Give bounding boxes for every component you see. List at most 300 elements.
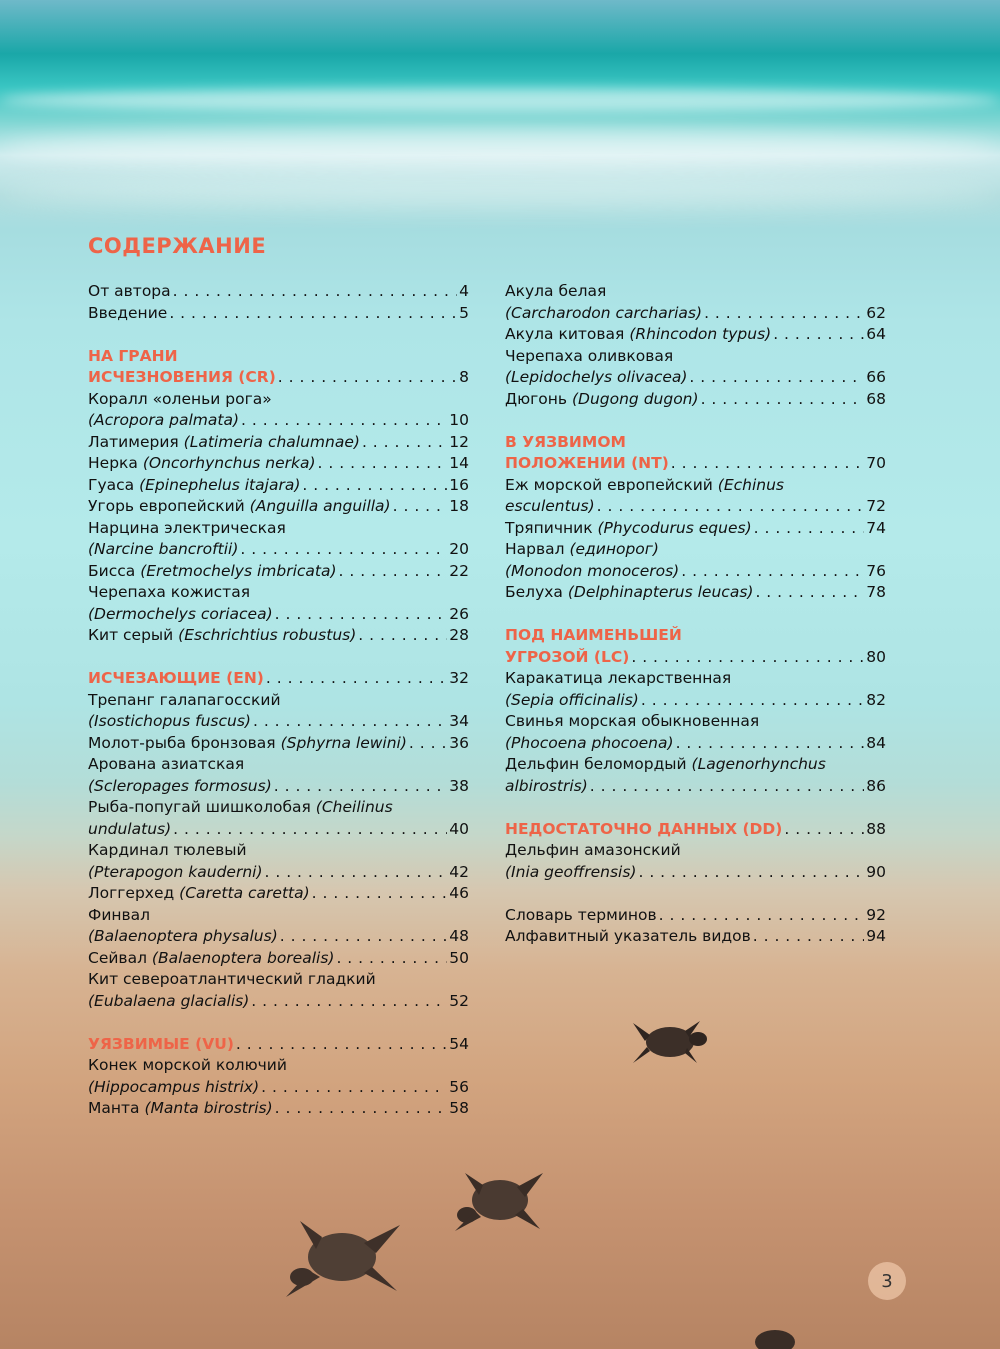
- toc-page-number: 92: [866, 905, 886, 924]
- page-title: СОДЕРЖАНИЕ: [88, 234, 267, 258]
- dot-leader: [336, 948, 447, 970]
- toc-text-line: [505, 346, 886, 368]
- dot-leader: [236, 1034, 447, 1056]
- toc-entry-label: [88, 1077, 259, 1099]
- dot-leader: [318, 453, 448, 475]
- toc-text-line: [88, 969, 469, 991]
- section-heading: ИСЧЕЗАЮЩИЕ (EN): [88, 669, 264, 687]
- latin-name: (Anguilla anguilla): [249, 497, 391, 515]
- dot-leader: [701, 389, 865, 411]
- dot-leader: [312, 883, 448, 905]
- wave-foam: [0, 176, 1000, 206]
- entry-text: Кардинал тюлевый: [88, 841, 247, 859]
- toc-page-number: 42: [449, 862, 469, 881]
- toc-page-number: 40: [449, 819, 469, 838]
- page-number: 3: [868, 1262, 906, 1300]
- toc-text-line: [88, 905, 469, 927]
- toc-entry[interactable]: [88, 281, 469, 303]
- dot-leader: [173, 281, 457, 303]
- entry-text: Тряпичник: [505, 518, 598, 537]
- toc-entry-label: [505, 819, 782, 841]
- toc-entry-label: [88, 906, 150, 924]
- toc-entry[interactable]: [88, 926, 469, 948]
- latin-name: (Phycodurus eques): [597, 518, 752, 537]
- toc-page-number: 8: [459, 368, 469, 386]
- toc-page-number: 18: [449, 497, 469, 515]
- toc-page-number: 48: [449, 927, 469, 945]
- entry-text: Нерка: [88, 454, 143, 472]
- toc-entry-label: [505, 690, 639, 712]
- toc-entry-label: [88, 390, 272, 408]
- entry-text: Бисса: [88, 561, 141, 580]
- toc-entry-label: [88, 970, 376, 988]
- toc-entry[interactable]: [88, 410, 469, 432]
- toc-entry-label: [505, 561, 679, 583]
- toc-entry-label: [88, 583, 250, 601]
- toc-page-number: 52: [449, 991, 469, 1010]
- toc-entry-label: [88, 755, 244, 773]
- latin-name: (Eubalaena glacialis): [88, 991, 250, 1010]
- toc-entry-label: [505, 712, 759, 730]
- toc-text-line: [505, 711, 886, 733]
- toc-entry[interactable]: [88, 819, 469, 841]
- toc-text-line: [505, 625, 886, 647]
- entry-text: Логгерхед: [88, 884, 180, 902]
- latin-name: (Lepidochelys olivacea): [505, 368, 688, 386]
- toc-entry[interactable]: [88, 991, 469, 1013]
- toc-page-number: 66: [866, 368, 886, 386]
- toc-entry-label: [88, 991, 249, 1013]
- dot-leader: [689, 367, 864, 389]
- toc-entry-label: [88, 776, 272, 798]
- entry-text: Дюгонь: [505, 389, 572, 408]
- toc-entry-label: [505, 776, 588, 798]
- dot-leader: [704, 303, 864, 325]
- toc-entry[interactable]: [88, 453, 469, 475]
- dot-leader: [280, 926, 448, 948]
- dot-leader: [173, 819, 447, 841]
- toc-entry[interactable]: [505, 496, 886, 518]
- section-heading: НЕДОСТАТОЧНО ДАННЫХ (DD): [505, 819, 783, 838]
- toc-entry-label: [88, 281, 171, 303]
- toc-entry[interactable]: [505, 862, 886, 884]
- toc-page-number: 10: [449, 411, 469, 429]
- toc-page-number: 54: [449, 1034, 469, 1053]
- dot-leader: [638, 862, 864, 884]
- toc-text-line: [505, 840, 886, 862]
- dot-leader: [409, 733, 447, 755]
- toc-entry[interactable]: [88, 496, 469, 518]
- latin-name: (Epinephelus itajara): [139, 475, 301, 494]
- toc-entry[interactable]: [88, 948, 469, 970]
- toc-entry-label: [505, 669, 731, 687]
- dot-leader: [241, 410, 447, 432]
- dot-leader: [753, 926, 865, 948]
- toc-column-right: [505, 281, 886, 948]
- entry-text: Финвал: [88, 905, 151, 924]
- toc-page-number: 20: [449, 540, 469, 558]
- latin-name: (Dugong dugon): [571, 389, 699, 408]
- toc-entry-label: [505, 303, 702, 325]
- toc-entry-label: [505, 496, 595, 518]
- latin-name: (Delphinapterus leucas): [567, 583, 754, 601]
- toc-entry-label: [88, 496, 391, 518]
- entry-text: Нарцина электрическая: [88, 518, 286, 537]
- toc-entry-label: [88, 604, 273, 626]
- latin-name: (Acropora palmata): [88, 411, 240, 429]
- toc-entry-label: [505, 905, 657, 927]
- turtle-hatchling-icon: [445, 1165, 550, 1235]
- toc-entry-label: [88, 539, 238, 561]
- toc-page-number: 62: [866, 303, 886, 322]
- toc-page-number: 14: [449, 454, 469, 472]
- latin-name: (Carcharodon carcharias): [505, 303, 703, 322]
- section-gap: [505, 797, 886, 819]
- toc-page-number: 5: [459, 303, 469, 322]
- latin-name: (Narcine bancroftii): [88, 540, 239, 558]
- toc-entry-label: [88, 410, 239, 432]
- wave-foam: [0, 128, 1000, 168]
- toc-entry-label: [88, 711, 251, 733]
- latin-name: (Phocoena phocoena): [505, 733, 674, 752]
- entry-text: Трепанг галапагосский: [88, 690, 281, 709]
- toc-entry-label: [505, 733, 674, 755]
- toc-entry-label: [505, 476, 784, 494]
- wave-foam: [0, 88, 1000, 112]
- toc-page-number: 86: [866, 776, 886, 795]
- entry-text: Угорь европейский: [88, 497, 250, 515]
- toc-page-number: 68: [866, 389, 886, 408]
- dot-leader: [659, 905, 865, 927]
- toc-text-line: [88, 754, 469, 776]
- toc-page-number: 16: [449, 475, 469, 494]
- entry-text: Свинья морская обыкновенная: [505, 712, 760, 730]
- latin-name: (Caretta caretta): [179, 884, 310, 902]
- turtle-hatchling-icon: [272, 1215, 407, 1300]
- toc-entry[interactable]: [505, 819, 886, 841]
- latin-name: (Monodon monoceros): [505, 561, 680, 580]
- turtle-hatchling-icon: [625, 1015, 715, 1065]
- toc-entry-label: [505, 282, 606, 300]
- toc-page-number: 76: [866, 561, 886, 580]
- entry-text: Еж морской европейский: [505, 475, 718, 494]
- toc-page-number: 28: [449, 626, 469, 644]
- toc-entry-label: [88, 1034, 234, 1056]
- toc-entry[interactable]: [505, 733, 886, 755]
- toc-entry-label: [505, 540, 659, 558]
- entry-text: Акула китовая: [505, 325, 630, 343]
- toc-entry[interactable]: [88, 475, 469, 497]
- toc-page-number: 36: [449, 733, 469, 752]
- toc-entry-label: [88, 883, 310, 905]
- section-gap: [505, 410, 886, 432]
- dot-leader: [358, 625, 447, 647]
- dot-leader: [393, 496, 448, 518]
- toc-entry-label: [88, 519, 286, 537]
- toc-entry[interactable]: [88, 367, 469, 389]
- toc-entry[interactable]: [88, 604, 469, 626]
- section-heading: ПОД НАИМЕНЬШЕЙ: [505, 626, 682, 644]
- toc-entry-label: [88, 475, 300, 497]
- toc-entry[interactable]: [88, 776, 469, 798]
- toc-entry-label: [505, 841, 681, 859]
- toc-entry-label: [505, 647, 629, 669]
- toc-page-number: 32: [449, 669, 469, 687]
- entry-text: Манта: [88, 1099, 145, 1117]
- toc-entry-label: [88, 819, 171, 841]
- dot-leader: [274, 776, 448, 798]
- toc-page-number: 50: [449, 948, 469, 967]
- dot-leader: [339, 561, 448, 583]
- entry-text: Нарвал: [505, 540, 570, 558]
- toc-text-line: [88, 1055, 469, 1077]
- latin-name: undulatus): [88, 819, 172, 838]
- entry-text: Акула белая: [505, 282, 607, 300]
- toc-entry-label: [88, 862, 263, 884]
- latin-name: (Pterapogon kauderni): [88, 862, 263, 881]
- toc-entry-label: [88, 1098, 273, 1120]
- toc-text-line: [505, 475, 886, 497]
- dot-leader: [302, 475, 447, 497]
- dot-leader: [773, 324, 864, 346]
- toc-entry[interactable]: [88, 625, 469, 647]
- toc-page-number: 46: [449, 884, 469, 902]
- section-gap: [505, 604, 886, 626]
- latin-name: (Cheilinus: [315, 798, 393, 816]
- toc-entry[interactable]: [505, 776, 886, 798]
- latin-name: (Eschrichtius robustus): [178, 626, 357, 644]
- latin-name: (единорог): [569, 540, 659, 558]
- toc-entry[interactable]: [88, 539, 469, 561]
- latin-name: (Lagenorhynchus: [691, 755, 826, 773]
- latin-name: (Isostichopus fuscus): [88, 712, 251, 730]
- dot-leader: [265, 862, 448, 884]
- toc-entry-label: [505, 755, 826, 773]
- toc-entry-label: [88, 733, 407, 755]
- entry-text: Дельфин беломордый: [505, 755, 692, 773]
- turtle-hatchling-icon: [745, 1320, 805, 1349]
- toc-text-line: [505, 281, 886, 303]
- dot-leader: [275, 604, 448, 626]
- entry-text: Черепаха кожистая: [88, 583, 251, 601]
- toc-entry-label: [88, 926, 278, 948]
- toc-page-number: 82: [866, 690, 886, 709]
- toc-entry-label: [505, 926, 751, 948]
- toc-entry[interactable]: [88, 561, 469, 583]
- toc-page-number: 22: [449, 561, 469, 580]
- toc-entry[interactable]: [88, 862, 469, 884]
- dot-leader: [676, 733, 865, 755]
- latin-name: (Dermochelys coriacea): [88, 604, 273, 623]
- latin-name: (Manta birostris): [144, 1099, 273, 1117]
- toc-page-number: 90: [866, 862, 886, 881]
- toc-entry[interactable]: [505, 647, 886, 669]
- entry-text: От автора: [88, 282, 171, 300]
- toc-entry[interactable]: [88, 1098, 469, 1120]
- toc-page-number: 94: [866, 927, 886, 945]
- latin-name: (Sphyrna lewini): [280, 733, 407, 752]
- toc-page-number: 34: [449, 712, 469, 730]
- dot-leader: [362, 432, 447, 454]
- dot-leader: [754, 518, 865, 540]
- toc-page-number: 38: [449, 776, 469, 795]
- toc-entry-label: [505, 389, 699, 411]
- toc-entry-label: [88, 948, 334, 970]
- toc-entry[interactable]: [505, 453, 886, 475]
- entry-text: Рыба-попугай шишколобая: [88, 798, 316, 816]
- entry-text: Кит североатлантический гладкий: [88, 970, 376, 988]
- entry-text: Молот-рыба бронзовая: [88, 733, 281, 752]
- latin-name: esculentus): [505, 497, 595, 515]
- dot-leader: [266, 668, 447, 690]
- dot-leader: [240, 539, 447, 561]
- toc-entry-label: [88, 691, 281, 709]
- toc-entry-label: [88, 1056, 287, 1074]
- dot-leader: [278, 367, 457, 389]
- entry-text: Кит серый: [88, 626, 179, 644]
- toc-page-number: 58: [449, 1099, 469, 1117]
- section-heading: ИСЧЕЗНОВЕНИЯ (CR): [88, 368, 276, 386]
- toc-text-line: [505, 432, 886, 454]
- entry-text: Введение: [88, 303, 168, 322]
- toc-entry[interactable]: [505, 303, 886, 325]
- entry-text: Сейвал: [88, 948, 152, 967]
- entry-text: Каракатица лекарственная: [505, 669, 732, 687]
- entry-text: Словарь терминов: [505, 905, 657, 924]
- dot-leader: [681, 561, 864, 583]
- section-gap: [88, 324, 469, 346]
- section-heading: ПОЛОЖЕНИИ (NT): [505, 454, 669, 472]
- entry-text: Коралл «оленьи рога»: [88, 389, 272, 408]
- toc-entry[interactable]: [505, 324, 886, 346]
- entry-text: Латимерия: [88, 432, 184, 451]
- dot-leader: [641, 690, 864, 712]
- toc-page-number: 64: [866, 325, 886, 343]
- section-gap: [505, 883, 886, 905]
- toc-entry[interactable]: [505, 926, 886, 948]
- dot-leader: [631, 647, 864, 669]
- toc-page-number: 70: [866, 454, 886, 472]
- dot-leader: [590, 776, 865, 798]
- toc-page-number: 56: [449, 1077, 469, 1096]
- toc-page-number: 12: [449, 432, 469, 451]
- toc-page-number: 72: [866, 497, 886, 515]
- toc-entry-label: [505, 626, 682, 644]
- entry-text: Дельфин амазонский: [505, 841, 681, 859]
- toc-entry-label: [505, 347, 673, 365]
- dot-leader: [784, 819, 864, 841]
- dot-leader: [671, 453, 864, 475]
- toc-entry[interactable]: [505, 582, 886, 604]
- toc-entry[interactable]: [88, 303, 469, 325]
- toc-entry[interactable]: [505, 690, 886, 712]
- toc-entry-label: [88, 367, 276, 389]
- toc-entry-label: [505, 862, 636, 884]
- section-heading: В УЯЗВИМОМ: [505, 432, 626, 451]
- toc-text-line: [88, 346, 469, 368]
- section-gap: [88, 647, 469, 669]
- dot-leader: [253, 711, 447, 733]
- toc-entry[interactable]: [88, 733, 469, 755]
- toc-text-line: [505, 668, 886, 690]
- entry-text: Конек морской колючий: [88, 1056, 287, 1074]
- toc-page-number: 4: [459, 282, 469, 300]
- toc-entry-label: [505, 453, 669, 475]
- toc-entry[interactable]: [88, 883, 469, 905]
- toc-text-line: [505, 754, 886, 776]
- toc-entry-label: [505, 518, 752, 540]
- toc-entry-label: [88, 347, 178, 365]
- toc-entry-label: [88, 625, 356, 647]
- toc-entry[interactable]: [505, 389, 886, 411]
- entry-text: Арована азиатская: [88, 755, 245, 773]
- toc-entry-label: [505, 433, 626, 451]
- toc-column-left: [88, 281, 469, 1120]
- toc-text-line: [88, 840, 469, 862]
- toc-entry[interactable]: [88, 711, 469, 733]
- toc-entry-label: [88, 432, 360, 454]
- toc-entry[interactable]: [505, 367, 886, 389]
- toc-page-number: 84: [866, 733, 886, 752]
- section-heading: УЯЗВИМЫЕ (VU): [88, 1034, 234, 1053]
- latin-name: (Sepia officinalis): [505, 690, 639, 709]
- dot-leader: [597, 496, 865, 518]
- toc-page-number: 88: [866, 819, 886, 838]
- section-heading: НА ГРАНИ: [88, 346, 178, 365]
- entry-text: Алфавитный указатель видов: [505, 927, 751, 945]
- dot-leader: [755, 582, 864, 604]
- toc-entry-label: [505, 367, 687, 389]
- dot-leader: [169, 303, 457, 325]
- toc-entry[interactable]: [88, 668, 469, 690]
- dot-leader: [261, 1077, 447, 1099]
- dot-leader: [251, 991, 447, 1013]
- dot-leader: [275, 1098, 448, 1120]
- toc-text-line: [88, 797, 469, 819]
- toc-entry[interactable]: [88, 1034, 469, 1056]
- latin-name: (Latimeria chalumnae): [183, 432, 360, 451]
- toc-text-line: [505, 539, 886, 561]
- toc-page-number: 74: [866, 518, 886, 537]
- latin-name: albirostris): [505, 776, 588, 795]
- toc-entry-label: [88, 841, 247, 859]
- toc-entry[interactable]: [505, 905, 886, 927]
- entry-text: Черепаха оливковая: [505, 346, 674, 365]
- latin-name: (Rhincodon typus): [629, 325, 772, 343]
- toc-entry[interactable]: [505, 518, 886, 540]
- section-heading: УГРОЗОЙ (LC): [505, 647, 630, 666]
- entry-text: Белуха: [505, 583, 568, 601]
- entry-text: Гуаса: [88, 475, 140, 494]
- section-gap: [88, 1012, 469, 1034]
- toc-entry[interactable]: [88, 1077, 469, 1099]
- toc-text-line: [88, 690, 469, 712]
- latin-name: (Balaenoptera borealis): [151, 948, 335, 967]
- toc-entry-label: [88, 668, 264, 690]
- toc-page-number: 80: [866, 647, 886, 666]
- toc-entry-label: [505, 324, 771, 346]
- latin-name: (Inia geoffrensis): [505, 862, 637, 881]
- toc-page-number: 78: [866, 583, 886, 601]
- latin-name: (Echinus: [717, 475, 784, 494]
- toc-entry[interactable]: [88, 432, 469, 454]
- toc-entry-label: [88, 798, 393, 816]
- latin-name: (Hippocampus histrix): [88, 1077, 260, 1096]
- latin-name: (Balaenoptera physalus): [88, 927, 278, 945]
- toc-entry-label: [88, 561, 337, 583]
- toc-entry-label: [88, 303, 167, 325]
- toc-entry[interactable]: [505, 561, 886, 583]
